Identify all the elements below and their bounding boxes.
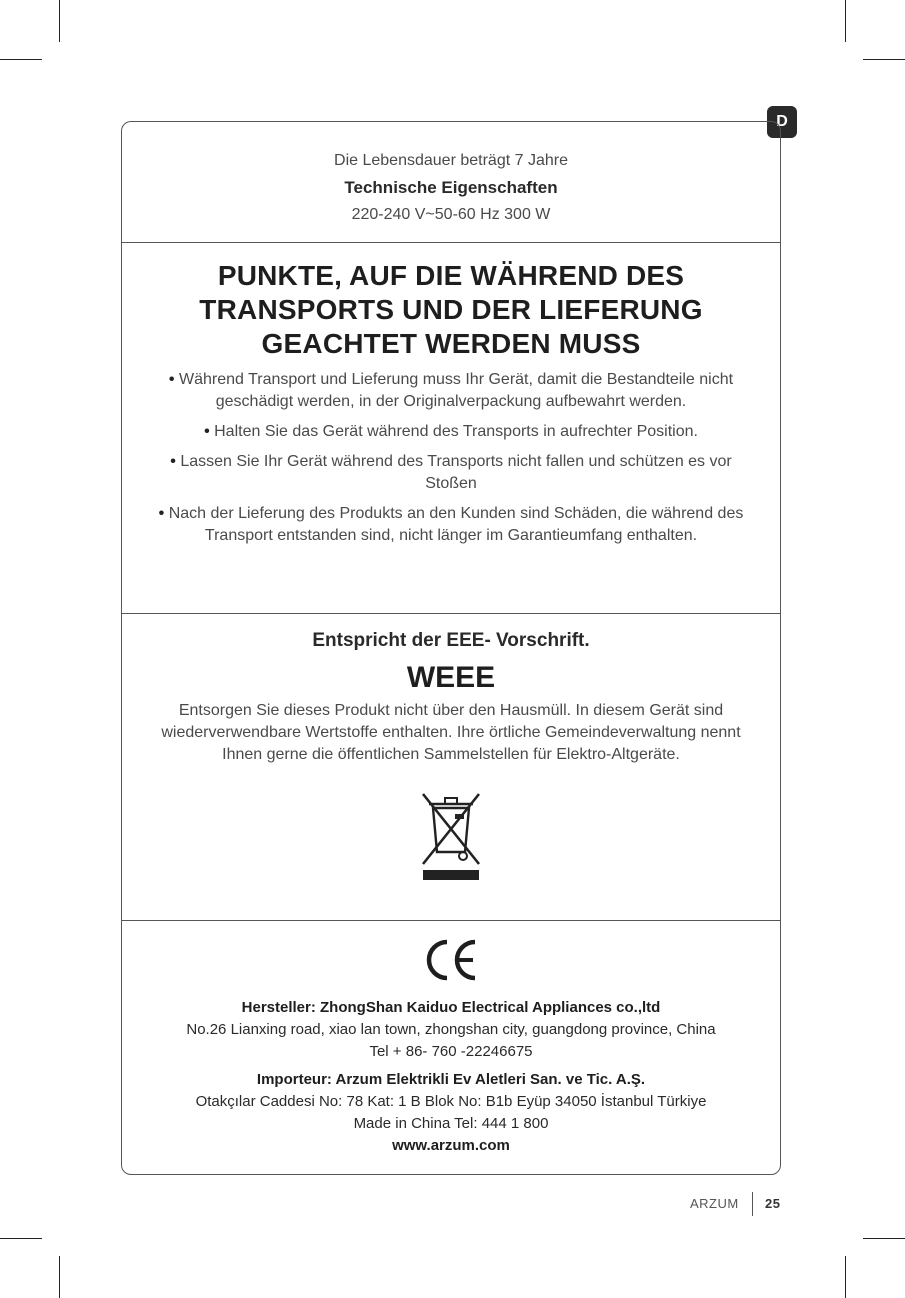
- ce-mark-icon: [122, 938, 780, 987]
- transport-title-line-3: GEACHTET WERDEN MUSS: [261, 328, 641, 359]
- crop-mark: [0, 59, 42, 60]
- brand-name: ARZUM: [690, 1196, 739, 1211]
- transport-bullets: [122, 369, 780, 547]
- transport-section: [122, 259, 780, 555]
- crop-mark: [845, 0, 846, 42]
- crop-mark: [845, 1256, 846, 1298]
- transport-bullet: • Lassen Sie Ihr Gerät während des Transports nicht fallen und schützen es vor Stoßen: [170, 453, 732, 492]
- page-footer: [690, 1196, 781, 1211]
- transport-title-line-2: TRANSPORTS UND DER LIEFERUNG: [199, 294, 703, 325]
- crop-mark: [863, 59, 905, 60]
- crop-mark: [0, 1238, 42, 1239]
- weee-icon: [152, 790, 750, 885]
- manufacturer-tel: Tel + 86- 760 -22246675: [369, 1043, 533, 1060]
- technical-specs-values: 220-240 V~50-60 Hz 300 W: [351, 206, 551, 223]
- language-tab: D: [767, 106, 797, 138]
- content-card: [121, 121, 781, 1175]
- footer-separator: [752, 1192, 753, 1216]
- eee-compliance-heading: Entspricht der EEE- Vorschrift.: [312, 630, 590, 651]
- transport-title-line-1: PUNKTE, AUF DIE WÄHREND DES: [217, 260, 685, 291]
- crop-mark: [863, 1238, 905, 1239]
- website-link[interactable]: www.arzum.com: [392, 1137, 510, 1154]
- manufacturer-address: No.26 Lianxing road, xiao lan town, zhongshan city, guangdong province, China: [186, 1021, 716, 1038]
- transport-bullet: • Halten Sie das Gerät während des Transports in aufrechter Position.: [204, 423, 698, 440]
- crop-mark: [59, 0, 60, 42]
- crop-mark: [59, 1256, 60, 1298]
- weee-text: Entsorgen Sie dieses Produkt nicht über den Hausmüll. In diesem Gerät sind wiederverwendbare Wertstoffe enthalten. Ihre örtliche Gemeindeverwaltung nennt Ihnen gerne die öffentlichen Sammelstellen für Elektro-Altgeräte.: [161, 702, 741, 763]
- contact-section: [122, 938, 780, 1157]
- transport-bullet: • Nach der Lieferung des Produkts an den Kunden sind Schäden, die während des Transport entstanden sind, nicht länger im Garantieumfang enthalten.: [158, 505, 744, 544]
- weee-title: WEEE: [406, 661, 496, 694]
- lifespan-text: Die Lebensdauer beträgt 7 Jahre: [334, 152, 568, 169]
- weee-section: [122, 628, 780, 885]
- section-divider: [122, 613, 780, 614]
- importer-name: Importeur: Arzum Elektrikli Ev Aletleri San. ve Tic. A.Ş.: [256, 1071, 646, 1088]
- section-divider: [122, 242, 780, 243]
- importer-address: Otakçılar Caddesi No: 78 Kat: 1 B Blok No: B1b Eyüp 34050 İstanbul Türkiye: [195, 1093, 707, 1110]
- transport-bullet: • Während Transport und Lieferung muss Ihr Gerät, damit die Bestandteile nicht geschädigt werden, in der Originalverpackung aufbewahrt werden.: [168, 371, 734, 410]
- made-in-tel: Made in China Tel: 444 1 800: [353, 1115, 549, 1132]
- manufacturer-name: Hersteller: ZhongShan Kaiduo Electrical Appliances co.,ltd: [241, 999, 661, 1016]
- page-number: 25: [765, 1196, 781, 1211]
- lifespan-section: [122, 149, 780, 226]
- section-divider: [122, 920, 780, 921]
- technical-specs-heading: Technische Eigenschaften: [344, 178, 558, 197]
